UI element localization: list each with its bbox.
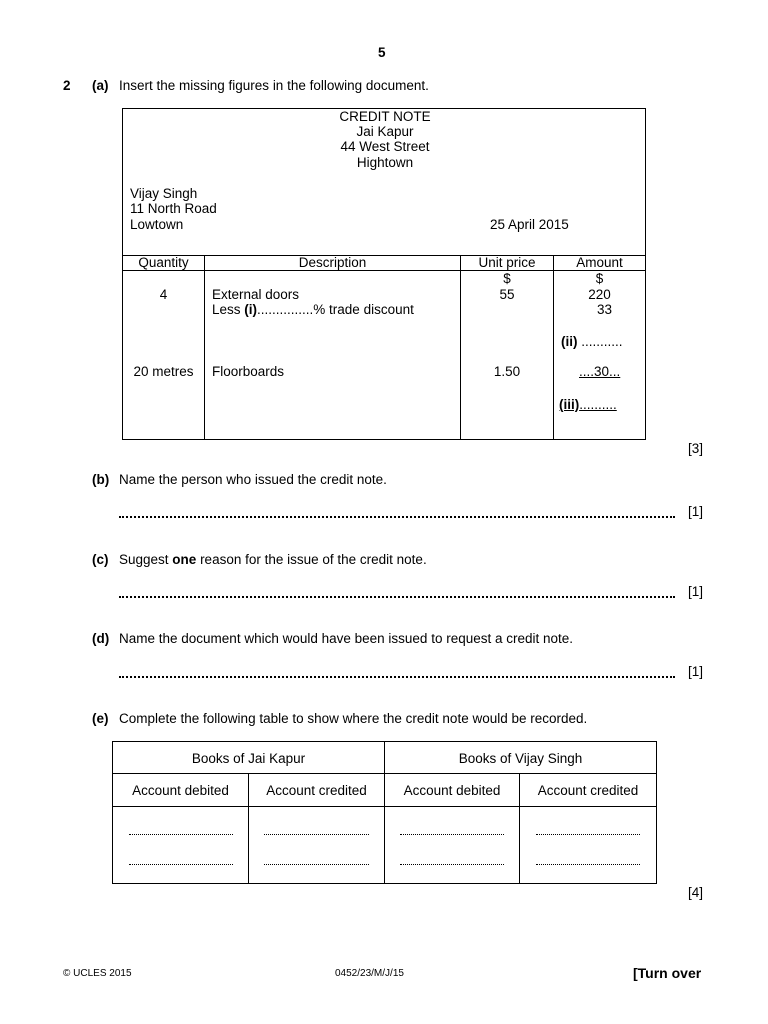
- header-description: Description: [298, 255, 367, 270]
- row1-amount: 220: [588, 287, 611, 302]
- part-b-answer-line[interactable]: [119, 516, 675, 518]
- column-divider: [204, 255, 205, 439]
- question-number: 2: [63, 78, 71, 93]
- discount-amount: 33: [597, 302, 613, 317]
- answer-blank[interactable]: [129, 864, 233, 865]
- answer-blank[interactable]: [264, 834, 369, 835]
- row1-quantity: 4: [159, 287, 168, 302]
- customer-town: Lowtown: [130, 217, 184, 232]
- part-a-marks: [3]: [688, 441, 704, 456]
- footer-code: 0452/23/M/J/15: [335, 968, 404, 979]
- row2-quantity: 20 metres: [133, 364, 194, 379]
- part-e-label: (e): [92, 711, 109, 726]
- discount-prefix: Less: [212, 302, 245, 317]
- part-c-text-before: Suggest: [119, 552, 173, 567]
- books-right-header: Books of Vijay Singh: [458, 751, 583, 766]
- footer-turn-over: [Turn over: [633, 965, 702, 981]
- part-a-text: Insert the missing figures in the following document.: [119, 78, 429, 93]
- header-quantity: Quantity: [138, 255, 189, 270]
- customer-street: 11 North Road: [130, 201, 217, 216]
- credit-note-document: [122, 108, 646, 440]
- part-b-label: (b): [92, 472, 110, 487]
- total-marker: (iii): [559, 397, 580, 412]
- total-blank[interactable]: [559, 397, 617, 413]
- subtotal-marker: (ii): [561, 334, 578, 349]
- row1-description: External doors: [212, 287, 300, 302]
- part-d-answer-line[interactable]: [119, 676, 675, 678]
- answer-blank[interactable]: [400, 834, 504, 835]
- row2-description: Floorboards: [212, 364, 285, 379]
- header-unit-price: Unit price: [478, 255, 536, 270]
- footer-copyright: © UCLES 2015: [63, 968, 132, 979]
- discount-marker: (i): [244, 302, 258, 317]
- issuer-town: Hightown: [356, 155, 414, 170]
- customer-name: Vijay Singh: [130, 186, 198, 201]
- row2-unit-price: 1.50: [493, 364, 521, 379]
- col-jai-credited: Account credited: [266, 783, 367, 798]
- answer-blank[interactable]: [400, 864, 504, 865]
- col-vijay-credited: Account credited: [537, 783, 639, 798]
- part-c-text-after: reason for the issue of the credit note.: [196, 552, 427, 567]
- books-table: [112, 741, 657, 884]
- answer-blank[interactable]: [536, 834, 640, 835]
- part-d-label: (d): [92, 631, 110, 646]
- part-e-marks: [4]: [688, 885, 704, 900]
- part-c-answer-line[interactable]: [119, 596, 675, 598]
- part-b-marks: [1]: [688, 504, 704, 519]
- col-jai-debited: Account debited: [132, 783, 229, 798]
- part-c-label: (c): [92, 552, 109, 567]
- subtotal-blank[interactable]: [561, 334, 623, 350]
- page-number: 5: [378, 45, 386, 60]
- row1-unit-price: 55: [499, 287, 515, 302]
- row2-amount: ....30...: [579, 364, 621, 379]
- part-d-marks: [1]: [688, 664, 704, 679]
- total-dots: ..........: [579, 397, 617, 412]
- answer-blank[interactable]: [129, 834, 233, 835]
- part-a-label: (a): [92, 78, 109, 93]
- part-c-text-bold: one: [172, 552, 197, 567]
- credit-note-title: CREDIT NOTE: [339, 109, 431, 124]
- unit-price-currency: $: [503, 271, 511, 286]
- credit-note-date: 25 April 2015: [490, 217, 569, 232]
- discount-line: [212, 302, 414, 318]
- part-e-text: Complete the following table to show where the credit note would be recorded.: [119, 711, 588, 726]
- part-d-text: Name the document which would have been issued to request a credit note.: [119, 631, 574, 646]
- issuer-street: 44 West Street: [340, 139, 430, 154]
- amount-currency: $: [595, 271, 604, 286]
- issuer-name: Jai Kapur: [356, 124, 414, 139]
- discount-suffix: ...............% trade discount: [257, 302, 414, 317]
- subtotal-dots: ...........: [577, 334, 623, 349]
- header-amount: Amount: [576, 255, 623, 270]
- answer-blank[interactable]: [264, 864, 369, 865]
- part-c-text: [119, 552, 427, 567]
- books-left-header: Books of Jai Kapur: [191, 751, 306, 766]
- part-c-marks: [1]: [688, 584, 704, 599]
- col-vijay-debited: Account debited: [403, 783, 501, 798]
- answer-blank[interactable]: [536, 864, 640, 865]
- part-b-text: Name the person who issued the credit note.: [119, 472, 387, 487]
